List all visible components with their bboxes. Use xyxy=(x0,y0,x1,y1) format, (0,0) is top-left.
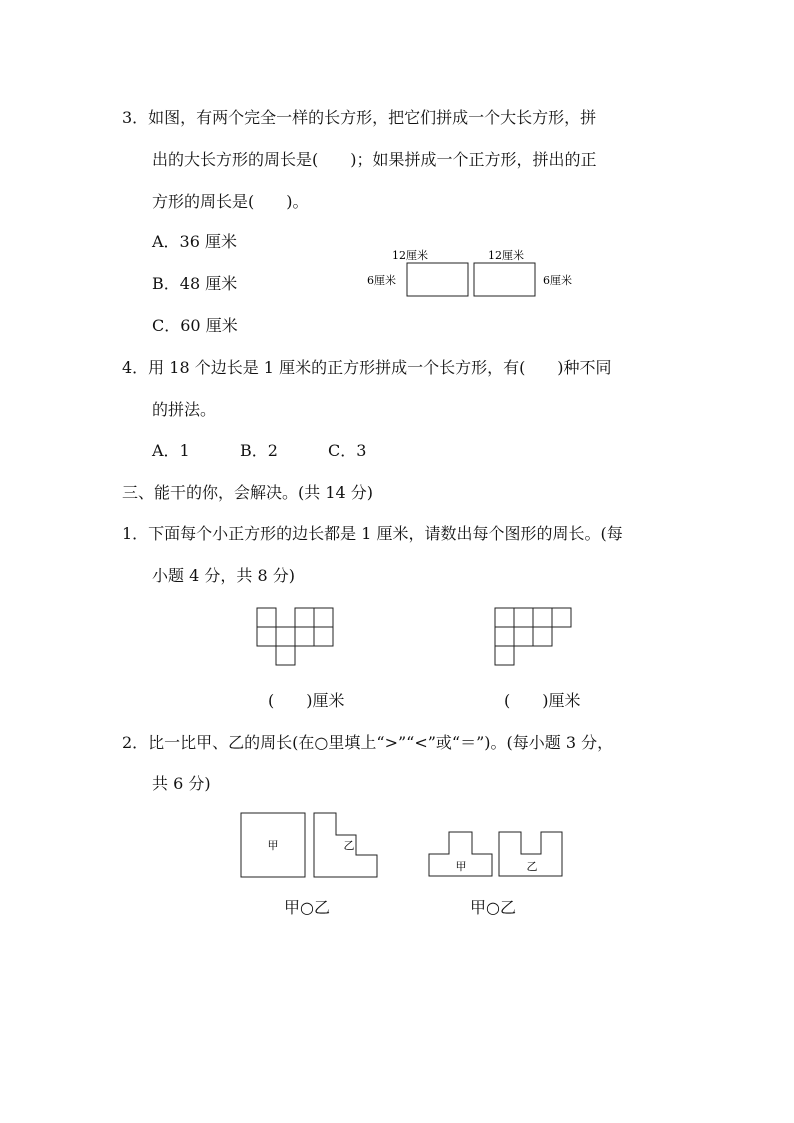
q4-line-1: 4．用 18 个边长是 1 厘米的正方形拼成一个长方形，有( )种不同 xyxy=(122,358,612,377)
q3-rectangles-figure xyxy=(360,244,590,300)
s3q1-grid-figure-left xyxy=(256,607,334,667)
q3-top-label-1: 12厘米 xyxy=(392,249,428,262)
q3-top-label-2: 12厘米 xyxy=(488,249,524,262)
s3q1-answer-left: ( )厘米 xyxy=(268,691,345,710)
section-3-heading: 三、能干的你，会解决。(共 14 分) xyxy=(122,483,374,502)
q3-line-1: 3．如图，有两个完全一样的长方形，把它们拼成一个大长方形，拼 xyxy=(122,108,597,127)
q4-line-2: 的拼法。 xyxy=(152,400,217,419)
s3q2-line-1: 2．比一比甲、乙的周长(在○里填上“>”“<”或“＝”)。(每小题 3 分， xyxy=(122,733,614,752)
jia-label-2: 甲 xyxy=(455,860,467,873)
q3-rectangle-right xyxy=(474,263,535,296)
q3-option-c: C．60 厘米 xyxy=(152,316,238,335)
q3-line-3: 方形的周长是( )。 xyxy=(152,192,309,211)
q3-line-2: 出的大长方形的周长是( )；如果拼成一个正方形，拼出的正 xyxy=(152,150,597,169)
q3-left-label: 6厘米 xyxy=(367,274,396,287)
s3q1-line-2: 小题 4 分，共 8 分) xyxy=(152,566,295,585)
q4-option-a: A．1 xyxy=(152,441,190,460)
s3q2-figure-pair-2 xyxy=(428,831,566,879)
q3-rectangle-left xyxy=(407,263,468,296)
q3-option-b: B．48 厘米 xyxy=(152,274,238,293)
s3q2-figure-pair-1 xyxy=(240,812,380,880)
yi-label-2: 乙 xyxy=(526,860,538,873)
s3q2-compare-left: 甲○乙 xyxy=(284,898,330,917)
s3q1-line-1: 1．下面每个小正方形的边长都是 1 厘米，请数出每个图形的周长。(每 xyxy=(122,524,623,543)
s3q1-grid-figure-right xyxy=(494,607,572,667)
q4-option-c: C．3 xyxy=(328,441,367,460)
q4-option-b: B．2 xyxy=(240,441,278,460)
q3-right-label: 6厘米 xyxy=(543,274,572,287)
jia-label-1: 甲 xyxy=(267,839,279,852)
yi-label-1: 乙 xyxy=(343,839,355,852)
q3-option-a: A．36 厘米 xyxy=(152,232,238,251)
s3q2-compare-right: 甲○乙 xyxy=(470,898,516,917)
s3q1-answer-right: ( )厘米 xyxy=(504,691,581,710)
s3q2-line-2: 共 6 分) xyxy=(152,774,211,793)
